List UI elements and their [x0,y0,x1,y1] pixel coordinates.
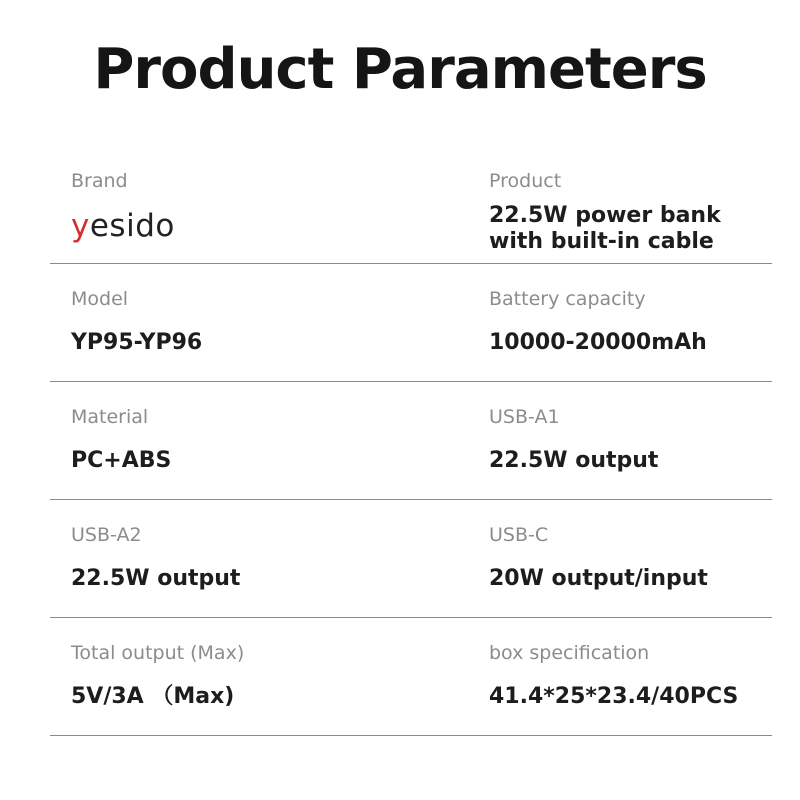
param-label: USB-C [489,524,549,546]
yesido-logo [71,208,206,244]
param-cell-usb-a1 [489,382,772,499]
param-label: Brand [71,170,128,192]
param-cell-box-specification [489,618,772,735]
param-label: Product [489,170,562,192]
param-value: 22.5W output [489,448,659,473]
parameters-table [50,146,772,736]
param-label: Battery capacity [489,288,646,310]
table-row-usba2-usbc [50,500,772,618]
param-value: 10000-20000mAh [489,330,707,355]
param-label: USB-A2 [71,524,142,546]
param-label: Model [71,288,129,310]
param-value: 22.5W output [71,566,241,591]
param-value: 5V/3A （Max) [71,684,235,709]
param-cell-material [71,382,451,499]
param-value: YP95-YP96 [71,330,203,355]
table-row-material-usba1 [50,382,772,500]
param-cell-usb-c [489,500,772,617]
table-row-model-battery [50,264,772,382]
param-cell-battery-capacity [489,264,772,381]
param-label: USB-A1 [489,406,560,428]
page-title: Product Parameters [93,37,707,102]
param-value: 41.4*25*23.4/40PCS [489,684,739,709]
param-cell-product [489,146,772,263]
param-cell-usb-a2 [71,500,451,617]
svg-text:yesido: yesido [71,208,175,244]
param-value: 20W output/input [489,566,708,591]
param-label: box specification [489,642,650,664]
table-row-output-box [50,618,772,736]
param-cell-brand [71,146,451,263]
param-label: Total output (Max) [71,642,245,664]
param-value: 22.5W power bank with built-in cable [489,203,721,254]
param-cell-model [71,264,451,381]
table-row-brand-product [50,146,772,264]
param-value: PC+ABS [71,448,172,473]
param-cell-total-output [71,618,451,735]
param-label: Material [71,406,149,428]
